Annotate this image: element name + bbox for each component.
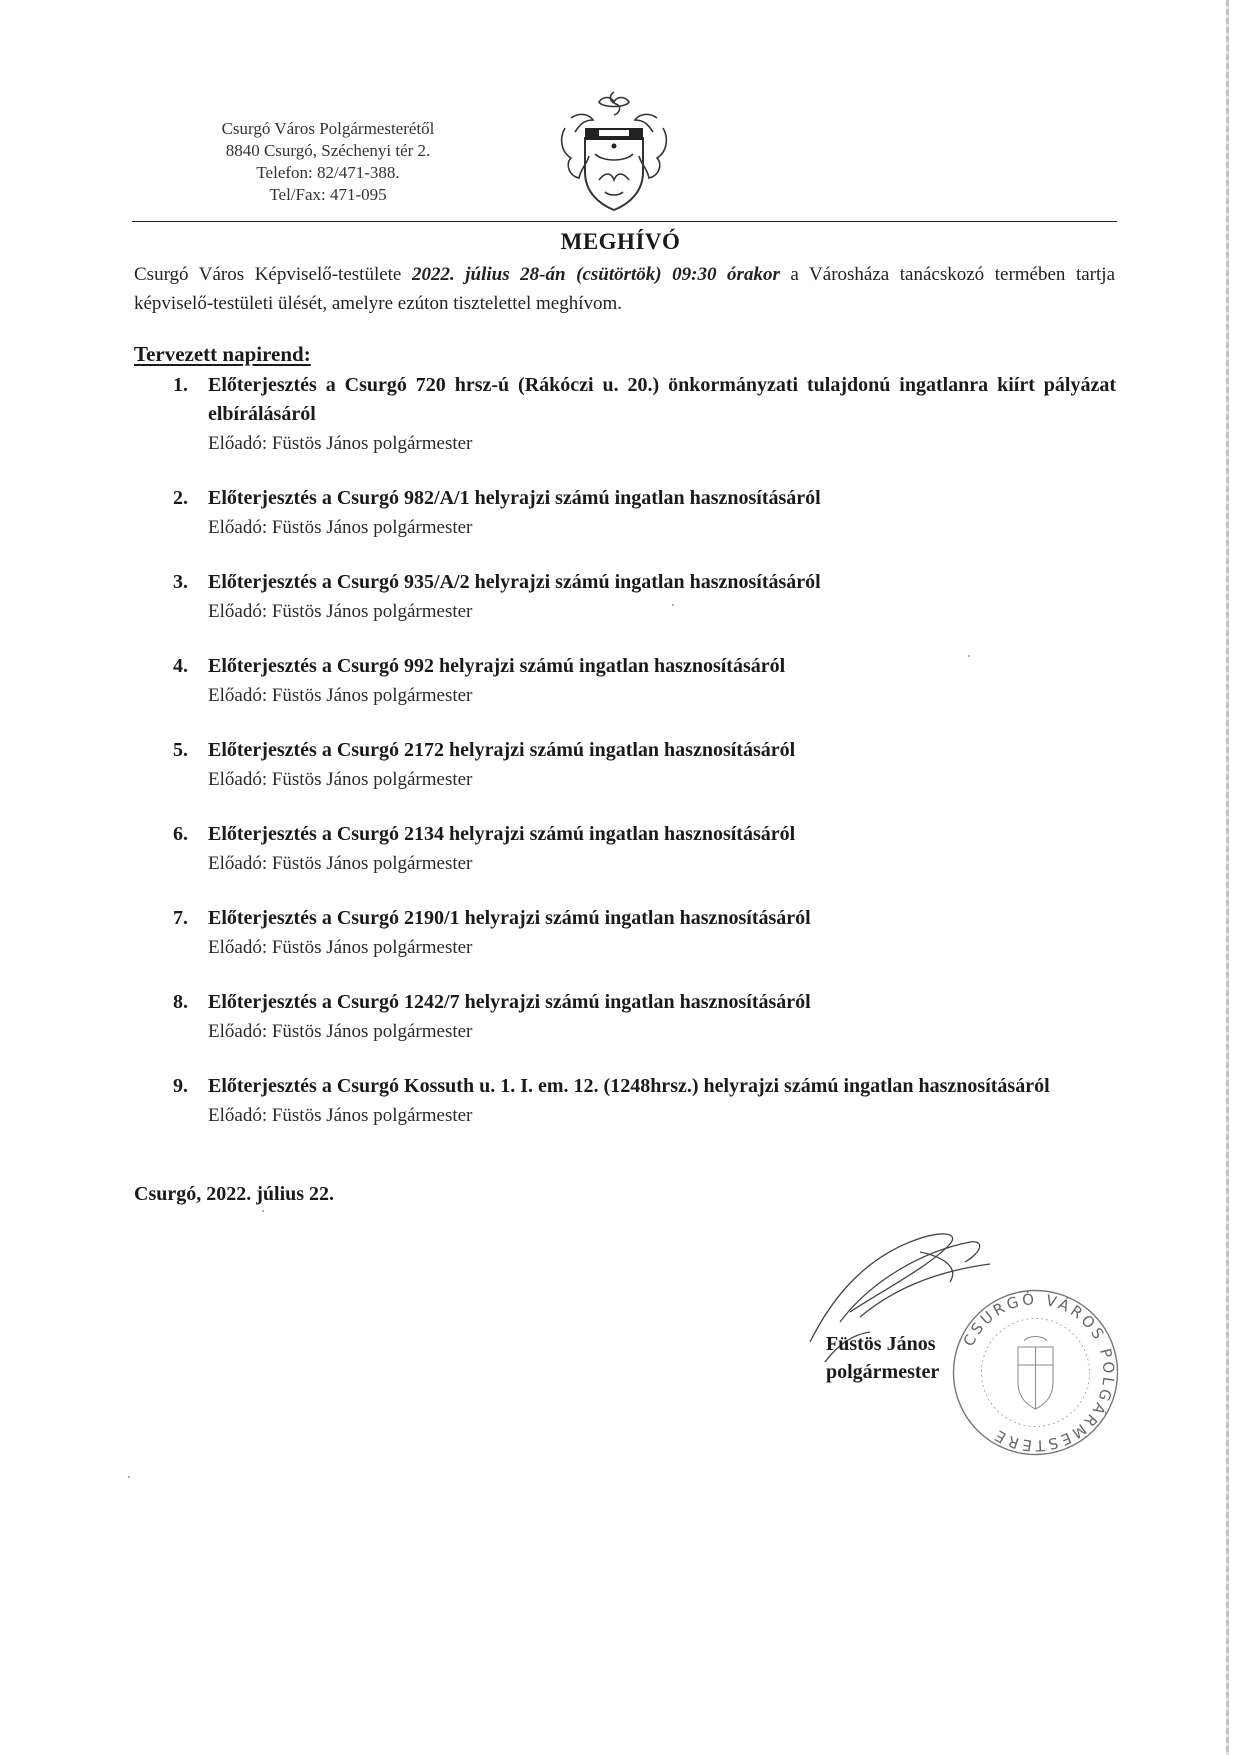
agenda-item-presenter: Előadó: Füstös János polgármester bbox=[208, 853, 473, 874]
coat-of-arms-icon bbox=[555, 88, 673, 216]
agenda-item bbox=[166, 820, 1116, 878]
sender-line: Tel/Fax: 471-095 bbox=[269, 185, 387, 204]
agenda-item-presenter: Előadó: Füstös János polgármester bbox=[208, 685, 473, 706]
agenda-item bbox=[166, 736, 1116, 794]
agenda-item-title: Előterjesztés a Csurgó 2172 helyrajzi számú ingatlan hasznosításáról bbox=[208, 739, 796, 761]
official-stamp-icon bbox=[948, 1285, 1123, 1460]
date-line: Csurgó, 2022. július 22. bbox=[134, 1183, 335, 1205]
agenda-item-presenter: Előadó: Füstös János polgármester bbox=[208, 433, 473, 454]
sender-line: Telefon: 82/471-388. bbox=[256, 163, 400, 182]
agenda-item bbox=[166, 568, 1116, 626]
sender-address-block bbox=[178, 118, 478, 206]
scan-speck bbox=[128, 1476, 130, 1478]
agenda-item-title: Előterjesztés a Csurgó Kossuth u. 1. I. em. 12. (1248hrsz.) helyrajzi számú ingatlan hasznosításáról bbox=[208, 1075, 1050, 1097]
signatory-role: polgármester bbox=[826, 1361, 940, 1383]
agenda-heading: Tervezett napirend: bbox=[134, 342, 311, 366]
agenda-item-number: 1. bbox=[173, 374, 188, 396]
agenda-item-presenter: Előadó: Füstös János polgármester bbox=[208, 769, 473, 790]
meeting-datetime: 2022. július 28-án (csütörtök) 09:30 órakor bbox=[411, 264, 780, 285]
agenda-item-title: Előterjesztés a Csurgó 720 hrsz-ú (Rákóczi u. 20.) önkormányzati tulajdonú ingatlanra kiírt pályázat elbírálásáról bbox=[208, 374, 1116, 425]
agenda-item-number: 2. bbox=[173, 487, 188, 509]
agenda-item-presenter: Előadó: Füstös János polgármester bbox=[208, 1021, 473, 1042]
scan-speck bbox=[672, 604, 674, 606]
agenda-item-number: 9. bbox=[173, 1075, 188, 1097]
agenda-item-title: Előterjesztés a Csurgó 982/A/1 helyrajzi számú ingatlan hasznosításáról bbox=[208, 487, 821, 509]
signatory-block bbox=[826, 1330, 939, 1386]
scan-edge bbox=[1226, 0, 1229, 1755]
document-title: MEGHÍVÓ bbox=[560, 229, 681, 254]
agenda-item-number: 8. bbox=[173, 991, 188, 1013]
scan-speck bbox=[968, 655, 970, 657]
agenda-item-number: 3. bbox=[173, 571, 188, 593]
agenda-item bbox=[166, 484, 1116, 542]
agenda-item-title: Előterjesztés a Csurgó 2134 helyrajzi számú ingatlan hasznosításáról bbox=[208, 823, 796, 845]
agenda-item-number: 7. bbox=[173, 907, 188, 929]
invitation-text bbox=[134, 260, 1115, 318]
scan-speck bbox=[262, 1210, 264, 1212]
agenda-item-presenter: Előadó: Füstös János polgármester bbox=[208, 937, 473, 958]
agenda-item bbox=[166, 371, 1116, 458]
agenda-item-title: Előterjesztés a Csurgó 1242/7 helyrajzi számú ingatlan hasznosításáról bbox=[208, 991, 811, 1013]
agenda-item-number: 6. bbox=[173, 823, 188, 845]
agenda-item-title: Előterjesztés a Csurgó 935/A/2 helyrajzi számú ingatlan hasznosításáról bbox=[208, 571, 821, 593]
header-divider bbox=[132, 221, 1117, 222]
agenda-item bbox=[166, 904, 1116, 962]
stamp-text: CSURGÓ VÁROS POLGÁRMESTERE bbox=[959, 1290, 1118, 1455]
agenda-item-presenter: Előadó: Füstös János polgármester bbox=[208, 1105, 473, 1126]
agenda-item-title: Előterjesztés a Csurgó 2190/1 helyrajzi számú ingatlan hasznosításáról bbox=[208, 907, 811, 929]
agenda-item-presenter: Előadó: Füstös János polgármester bbox=[208, 601, 473, 622]
agenda-item-presenter: Előadó: Füstös János polgármester bbox=[208, 517, 473, 538]
agenda-item-number: 5. bbox=[173, 739, 188, 761]
sender-line: 8840 Csurgó, Széchenyi tér 2. bbox=[225, 141, 431, 160]
svg-text:CSURGÓ VÁROS POLGÁRMESTERE bbox=[960, 1289, 1118, 1455]
agenda-item bbox=[166, 652, 1116, 710]
agenda-item bbox=[166, 988, 1116, 1046]
sender-line: Csurgó Város Polgármesterétől bbox=[221, 119, 435, 138]
intro-text: Csurgó Város Képviselő-testülete bbox=[134, 264, 412, 285]
agenda-item-number: 4. bbox=[173, 655, 188, 677]
intro-text-rest: a Városháza tanácskozó termében tartja képviselő-testületi ülését, amelyre ezúton tisztelettel meghívom. bbox=[134, 264, 1116, 314]
agenda-item bbox=[166, 1072, 1116, 1130]
signatory-name: Füstös János bbox=[826, 1333, 936, 1355]
agenda-item-title: Előterjesztés a Csurgó 992 helyrajzi számú ingatlan hasznosításáról bbox=[208, 655, 786, 677]
